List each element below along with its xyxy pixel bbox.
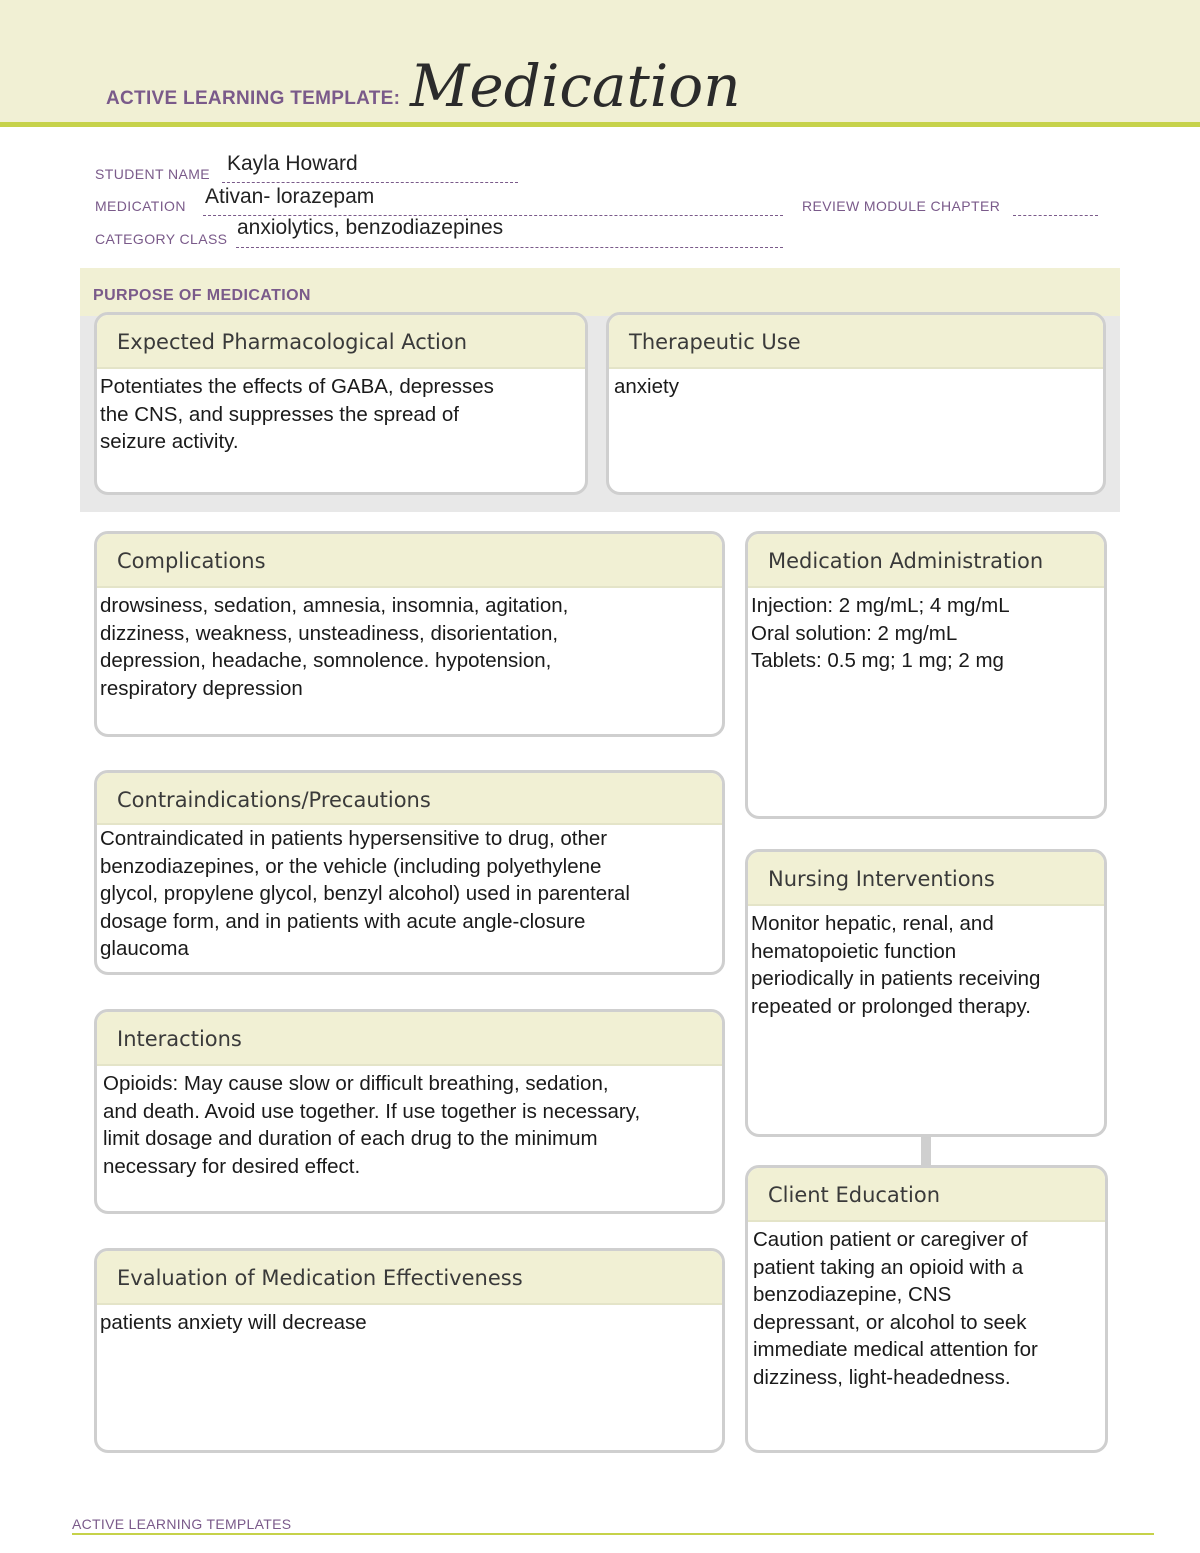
evaluation-text: patients anxiety will decrease	[100, 1311, 367, 1334]
medication-field[interactable]: Ativan- lorazepam	[205, 185, 375, 208]
footer-rule	[72, 1533, 1154, 1535]
therapeutic-use-box[interactable]	[606, 312, 1106, 495]
student-name-line	[222, 181, 518, 183]
interactions-title: Interactions	[117, 1027, 242, 1051]
evaluation-header	[97, 1251, 722, 1305]
evaluation-box[interactable]	[94, 1248, 725, 1453]
therapeutic-use-text: anxiety	[614, 375, 679, 398]
medication-administration-title: Medication Administration	[768, 549, 1044, 573]
client-education-box[interactable]	[745, 1165, 1108, 1453]
contraindications-box[interactable]	[94, 770, 725, 975]
nursing-interventions-box[interactable]	[745, 849, 1107, 1137]
nursing-interventions-text: Monitor hepatic, renal, and hematopoietic function periodically in patients receiving repeated or prolonged therapy.	[751, 912, 1041, 1018]
review-module-label: REVIEW MODULE CHAPTER	[802, 198, 1001, 214]
contraindications-text: Contraindicated in patients hypersensitive to drug, other benzodiazepines, or the vehicle (including polyethylene glycol, propylene glycol, benzyl alcohol) used in parenteral dosage form, and in patients with acute angle-closure glaucoma	[100, 827, 630, 960]
client-education-header	[748, 1168, 1105, 1222]
student-name-label: STUDENT NAME	[95, 166, 210, 182]
expected-action-box[interactable]	[94, 312, 588, 495]
page-title: Medication	[410, 52, 741, 120]
medication-label: MEDICATION	[95, 198, 186, 214]
nursing-interventions-header	[748, 852, 1104, 906]
medication-administration-text: Injection: 2 mg/mL; 4 mg/mL Oral solution: 2 mg/mL Tablets: 0.5 mg; 1 mg; 2 mg	[751, 594, 1010, 672]
purpose-title: PURPOSE OF MEDICATION	[93, 287, 311, 304]
complications-header	[97, 534, 722, 588]
medication-administration-header	[748, 534, 1104, 588]
therapeutic-use-title: Therapeutic Use	[629, 330, 801, 354]
client-education-text: Caution patient or caregiver of patient taking an opioid with a benzodiazepine, CNS depressant, or alcohol to seek immediate medical attention for dizziness, light-headedness.	[753, 1228, 1038, 1389]
category-class-label: CATEGORY CLASS	[95, 231, 228, 247]
box-connector	[921, 1135, 931, 1165]
client-education-title: Client Education	[768, 1183, 941, 1207]
student-name-field[interactable]: Kayla Howard	[227, 152, 358, 175]
contraindications-header	[97, 773, 722, 825]
category-class-field[interactable]: anxiolytics, benzodiazepines	[237, 216, 504, 239]
complications-title: Complications	[117, 549, 266, 573]
interactions-text: Opioids: May cause slow or difficult breathing, sedation, and death. Avoid use together. If use together is necessary, limit dosage and duration of each drug to the minimum necessary for desired effect.	[103, 1072, 641, 1178]
contraindications-title: Contraindications/Precautions	[117, 788, 431, 812]
complications-box[interactable]	[94, 531, 725, 737]
interactions-box[interactable]	[94, 1009, 725, 1214]
template-label: ACTIVE LEARNING TEMPLATE:	[106, 88, 401, 109]
expected-action-text: Potentiates the effects of GABA, depresses the CNS, and suppresses the spread of seizure activity.	[100, 375, 494, 453]
medication-administration-box[interactable]	[745, 531, 1107, 819]
interactions-header	[97, 1012, 722, 1066]
nursing-interventions-title: Nursing Interventions	[768, 867, 995, 891]
expected-action-title: Expected Pharmacological Action	[117, 330, 468, 354]
therapeutic-use-header	[609, 315, 1103, 369]
expected-action-header	[97, 315, 585, 369]
review-module-line[interactable]	[1013, 214, 1098, 216]
header-rule	[0, 122, 1200, 127]
category-class-line	[236, 246, 783, 248]
evaluation-title: Evaluation of Medication Effectiveness	[117, 1266, 523, 1290]
footer-text: ACTIVE LEARNING TEMPLATES	[72, 1516, 292, 1532]
complications-text: drowsiness, sedation, amnesia, insomnia, agitation, dizziness, weakness, unsteadiness, disorientation, depression, headache, somnolence. hypotension, respiratory depression	[100, 594, 569, 700]
